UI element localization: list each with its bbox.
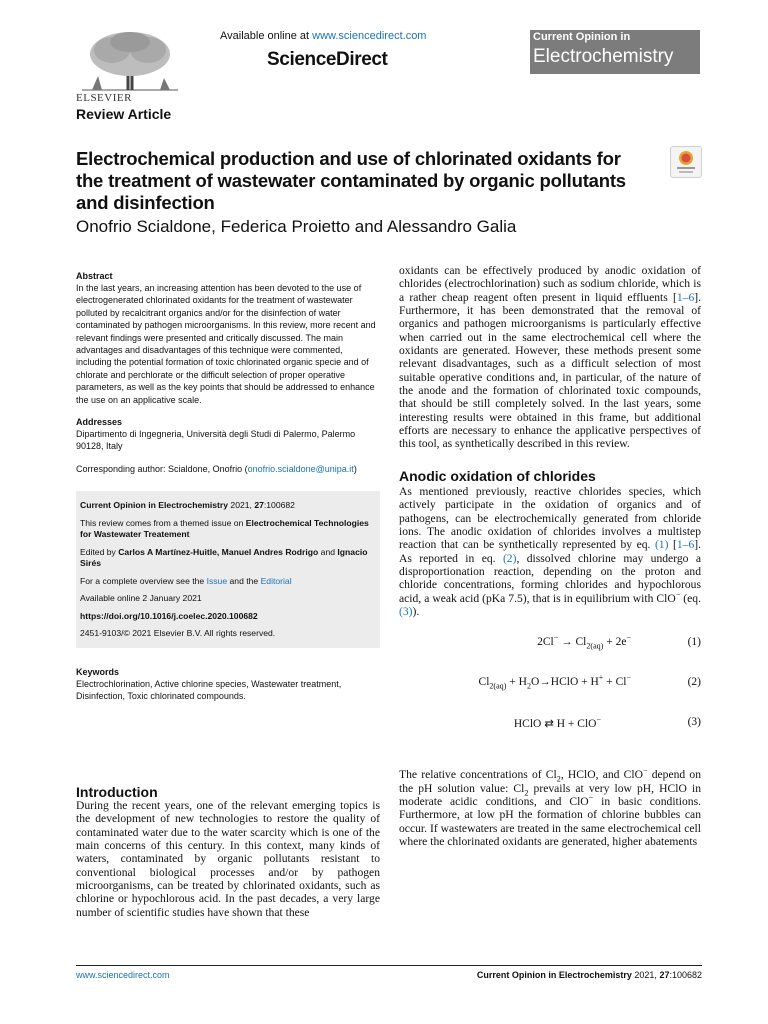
article-type: Review Article	[76, 106, 172, 122]
equations	[399, 630, 701, 750]
equation-3: HClO ⇄ H + ClO− (3)	[513, 715, 701, 731]
right-column	[399, 264, 701, 848]
footer-url[interactable]: www.sciencedirect.com	[76, 970, 170, 980]
citation-line: Current Opinion in Electrochemistry 2021, 27:100682	[80, 500, 295, 511]
abstract-heading: Abstract	[76, 271, 113, 281]
equation-3-number: (3)	[687, 716, 701, 729]
available-online-date: Available online 2 January 2021	[80, 593, 202, 604]
editorial-link[interactable]: Editorial	[260, 575, 292, 586]
doi-link[interactable]: https://doi.org/10.1016/j.coelec.2020.100682	[80, 610, 258, 621]
footer-citation: Current Opinion in Electrochemistry 2021, 27:100682	[476, 970, 702, 980]
corresponding-author: Corresponding author: Scialdone, Onofrio (onofrio.scialdone@unipa.it)	[76, 463, 357, 474]
journal-badge-main: Electrochemistry	[533, 46, 674, 67]
addresses-text: Dipartimento di Ingegneria, Università degli Studi di Palermo, Palermo 90128, Italy	[76, 429, 356, 452]
check-for-updates-icon[interactable]	[670, 146, 702, 178]
anodic-oxidation-heading: Anodic oxidation of chlorides	[399, 467, 596, 484]
equation-2-number: (2)	[687, 676, 701, 689]
intro-continued-paragraph: oxidants can be effectively produced by anodic oxidation of chlorides (electrochlorination) such as sodium chloride, which is a rather cheap reagent often present in liquid effluents [1–6]. Furthermore, it has been demonstrated that the removal of organics and pathogen microorganisms is particularly effective when carried out in the same electrochemical cell where the oxidants are generated. However, these methods present some relevant disadvantages, such as a difficult selection of most suitable operative conditions and, in particular, of the nature of the anode and the formation of chlorinated toxic compounds, that should be still completely solved. In the last years, some interesting results were obtained in this frame, but additional efforts are necessary to enhance the applicative perspectives of this tool, as synthetically described in this review.	[399, 264, 701, 451]
reference-link[interactable]: 1–6	[676, 290, 695, 304]
anodic-paragraph: As mentioned previously, reactive chlorides species, which actively participate in the oxidation of organics and of pathogens, can be electrochemically generated from chloride ions. The anodic oxidation of chlorides involves a multistep reaction that can be synthetically represented by eq. (1) [1–6]. As reported in eq. (2), dissolved chlorine may undergo a disproportionation reaction, depending on the proton and chloride concentrations, forming chlorides and hypochlorous acid, a weak acid (pKa 7.5), that is in equilibrium with ClO− (eq. (3)).	[399, 484, 701, 618]
themed-issue-line: This review comes from a themed issue on Electrochemical Technologies for Wastewater Treatement	[80, 517, 369, 540]
journal-badge-top: Current Opinion in	[533, 31, 631, 43]
introduction-heading: Introduction	[76, 784, 158, 800]
reference-link[interactable]: 1–6	[676, 538, 695, 552]
issue-link[interactable]: Issue	[206, 575, 228, 586]
overview-line: For a complete overview see the Issue and the Editorial	[80, 575, 292, 586]
equation-1-number: (1)	[687, 636, 701, 649]
keywords-heading: Keywords	[76, 666, 120, 677]
equation-2: $Cl_{2(aq)}$ + $H_2O\to HClO + H^+ + Cl^-$ (2)	[478, 673, 701, 691]
left-column	[76, 270, 380, 703]
sciencedirect-title: ScienceDirect	[267, 49, 388, 70]
footer-divider	[76, 965, 702, 966]
eq1-link[interactable]: (1)	[654, 538, 669, 552]
keywords-text: Electrochlorination, Active chlorine species, Wastewater treatment, Disinfection, Toxic chlorinated compounds.	[76, 678, 342, 702]
editors-line: Edited by Carlos A Martínez-Huitle, Manuel Andres Rodrigo and Ignacio Sirés	[80, 546, 368, 569]
publisher-name: ELSEVIER	[76, 92, 132, 104]
equation-1: $2Cl^- \to Cl_{2(aq)} + 2e^-$ (1)	[537, 633, 701, 651]
ph-paragraph: The relative concentrations of $Cl_2$, HClO, and ClO− depend on the pH solution value: $Cl_2$ prevails at very low pH, HClO in moderate acidic conditions, and ClO− in basic conditions. Furthermore, at low pH the formation of chlorine bubbles can occur. If wastewaters are treated in the same electrochemical cell where the chlorinated oxidants are generated, higher abatements	[399, 766, 702, 848]
addresses-heading: Addresses	[76, 417, 123, 428]
article-info-box	[76, 491, 380, 648]
abstract-text: In the last years, an increasing attention has been devoted to the use of electrogenerated chlorinated oxidants for the treatment of wastewater polluted by recalcitrant organics and/or for the disinfection of water contaminated by pathogen microorganisms. In this review, more recent and relevant findings were presented and critically discussed. The main advantages and disadvantages of this technique were commented, including the potential formation of toxic chlorinated organic specie and of chlorate and perchlorate or the difficult selection of proper operative parameters, as well as the key points that should be addressed to enhance the use on an applicative scale.	[76, 283, 376, 405]
article-title: Electrochemical production and use of chlorinated oxidants for the treatment of wastewater contaminated by organic pollutants and disinfection	[76, 148, 626, 213]
elsevier-tree-logo	[72, 28, 188, 96]
sciencedirect-link[interactable]: www.sciencedirect.com	[312, 30, 427, 42]
introduction-text: During the recent years, one of the relevant emerging topics is the development of new technologies to restore the quality of contaminated water due to the water scarcity which is one of the main concerns of this century. In this context, many kinds of waters, contaminated by organic pollutants resistant to conventional biological processes and/or by pathogen microorganisms, can be treated by chlorinated oxidants, such as chlorine or hypochlorous acid. In the past decades, a very large number of scientific studies have shown that these	[76, 799, 380, 919]
copyright-line: 2451-9103/© 2021 Elsevier B.V. All rights reserved.	[80, 628, 276, 639]
author-email-link[interactable]: onofrio.scialdone@unipa.it	[247, 463, 354, 474]
authors: Onofrio Scialdone, Federica Proietto and Alessandro Galia	[76, 217, 517, 236]
available-online: Available online at www.sciencedirect.com	[220, 30, 427, 42]
eq2-link[interactable]: (2)	[502, 551, 517, 565]
journal-badge	[530, 30, 700, 74]
eq3-link[interactable]: (3)	[399, 604, 413, 618]
